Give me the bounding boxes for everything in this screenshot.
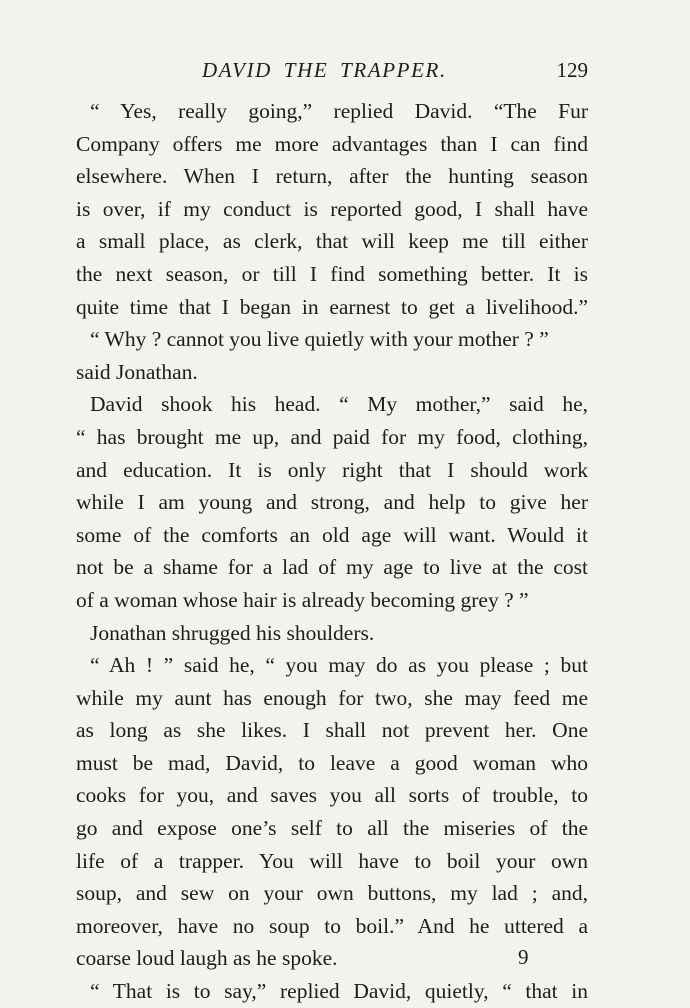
text-line: some of the comforts an old age will want. Would it: [76, 522, 588, 547]
text-line: cooks for you, and saves you all sorts of trouble, to: [76, 783, 588, 808]
text-line: go and expose one’s self to all the miseries of the: [76, 816, 588, 841]
text-line: as long as she likes. I shall not prevent her. One: [76, 718, 588, 743]
text-line: said Jonathan.: [76, 359, 198, 384]
text-line: David shook his head. “ My mother,” said he,: [90, 392, 588, 417]
text-line: “ Why ? cannot you live quietly with your mother ? ”: [90, 327, 549, 352]
running-head: [76, 58, 588, 88]
text-line: of a woman whose hair is already becoming grey ? ”: [76, 587, 529, 612]
signature-mark: 9: [518, 945, 529, 969]
text-line: Jonathan shrugged his shoulders.: [90, 620, 375, 645]
text-line: soup, and sew on your own buttons, my lad ; and,: [76, 881, 588, 906]
text-line: and education. It is only right that I should work: [76, 457, 588, 482]
text-line: “ Ah ! ” said he, “ you may do as you please ; but: [90, 653, 588, 678]
running-title: DAVID THE TRAPPER.: [202, 58, 447, 82]
text-line: while my aunt has enough for two, she may feed me: [76, 685, 588, 710]
text-line: must be mad, David, to leave a good woman who: [76, 750, 588, 775]
body-text: [76, 95, 588, 1008]
text-line: the next season, or till I find something better. It is: [76, 261, 588, 286]
text-line: while I am young and strong, and help to give her: [76, 490, 588, 515]
text-line: not be a shame for a lad of my age to live at the cost: [76, 555, 588, 580]
text-line: moreover, have no soup to boil.” And he uttered a: [76, 913, 588, 938]
text-line: life of a trapper. You will have to boil your own: [76, 848, 588, 873]
text-line: “ has brought me up, and paid for my food, clothing,: [76, 424, 588, 449]
page-number: 129: [556, 58, 588, 82]
text-line: coarse loud laugh as he spoke.: [76, 946, 338, 971]
text-line: “ Yes, really going,” replied David. “The Fur: [90, 99, 588, 123]
text-line: elsewhere. When I return, after the hunting season: [76, 164, 588, 189]
text-line: quite time that I began in earnest to get a livelihood.”: [76, 294, 588, 319]
text-line: a small place, as clerk, that will keep me till either: [76, 229, 588, 254]
text-line: is over, if my conduct is reported good, I shall have: [76, 196, 588, 221]
text-line: Company offers me more advantages than I can find: [76, 131, 588, 156]
text-line: “ That is to say,” replied David, quietly, “ that in: [90, 979, 588, 1004]
